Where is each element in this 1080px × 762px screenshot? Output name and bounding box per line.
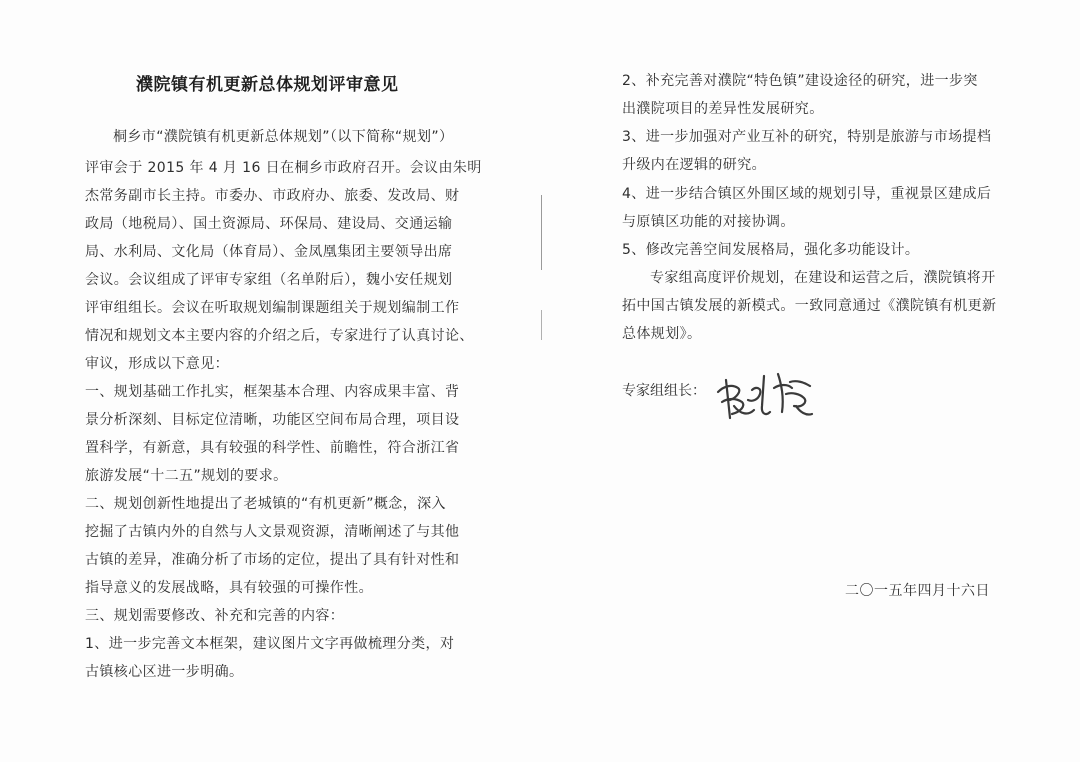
paragraph-line: 政局（地税局）、国土资源局、环保局、建设局、交通运输: [85, 216, 453, 232]
list-item-line: 指导意义的发展战略，具有较强的可操作性。: [85, 580, 373, 596]
paragraph-line: 情况和规划文本主要内容的介绍之后，专家进行了认真讨论、: [85, 328, 474, 344]
handwritten-signature: [712, 362, 822, 432]
list-item-line: 升级内在逻辑的研究。: [622, 157, 766, 173]
list-item-line: 古镇核心区进一步明确。: [85, 664, 244, 680]
paragraph-line: 局、水利局、文化局（体育局）、金凤凰集团主要领导出席: [85, 244, 453, 260]
paragraph-line: 评审组组长。会议在听取规划编制课题组关于规划编制工作: [85, 300, 460, 316]
list-item-line: 4、进一步结合镇区外围区域的规划引导，重视景区建成后: [622, 186, 992, 202]
list-item-line: 3、进一步加强对产业互补的研究，特别是旅游与市场提档: [622, 129, 992, 145]
paragraph-line: 专家组高度评价规划，在建设和运营之后，濮院镇将开: [650, 270, 996, 286]
list-item-line: 二、规划创新性地提出了老城镇的“有机更新”概念，深入: [85, 496, 446, 512]
paragraph-line: 总体规划》。: [622, 326, 702, 342]
list-item-line: 置科学，有新意，具有较强的科学性、前瞻性，符合浙江省: [85, 440, 460, 456]
list-item-line: 与原镇区功能的对接协调。: [622, 214, 795, 230]
document-title: 濮院镇有机更新总体规划评审意见: [136, 75, 399, 95]
paragraph-line: 审议，形成以下意见：: [85, 356, 229, 372]
paragraph-line: 拓中国古镇发展的新模式。一致同意通过《濮院镇有机更新: [622, 298, 997, 314]
fold-crease-lower: [541, 310, 542, 340]
list-item-line: 一、规划基础工作扎实，框架基本合理、内容成果丰富、背: [85, 384, 460, 400]
fold-crease: [541, 195, 542, 270]
list-item-line: 旅游发展“十二五”规划的要求。: [85, 468, 288, 484]
list-item-line: 三、规划需要修改、补充和完善的内容：: [85, 608, 345, 624]
list-item-line: 挖掘了古镇内外的自然与人文景观资源，清晰阐述了与其他: [85, 524, 460, 540]
list-item-line: 景分析深刻、目标定位清晰，功能区空间布局合理，项目设: [85, 412, 460, 428]
signature-label: 专家组组长：: [622, 383, 706, 399]
paragraph-line: 会议。会议组成了评审专家组（名单附后），魏小安任规划: [85, 272, 453, 288]
list-item-line: 出濮院项目的差异性发展研究。: [622, 101, 824, 117]
list-item-line: 古镇的差异，准确分析了市场的定位，提出了具有针对性和: [85, 552, 460, 568]
paragraph-line: 桐乡市“濮院镇有机更新总体规划”（以下简称“规划”）: [113, 129, 454, 145]
list-item-line: 2、补充完善对濮院“特色镇”建设途径的研究，进一步突: [622, 73, 978, 89]
paragraph-line: 评审会于 2015 年 4 月 16 日在桐乡市政府召开。会议由朱明: [85, 160, 482, 176]
paragraph-line: 杰常务副市长主持。市委办、市政府办、旅委、发改局、财: [85, 188, 460, 204]
list-item-line: 1、进一步完善文本框架，建议图片文字再做梳理分类，对: [85, 636, 455, 652]
document-date: 二〇一五年四月十六日: [845, 583, 990, 599]
list-item-line: 5、修改完善空间发展格局，强化多功能设计。: [622, 242, 920, 258]
